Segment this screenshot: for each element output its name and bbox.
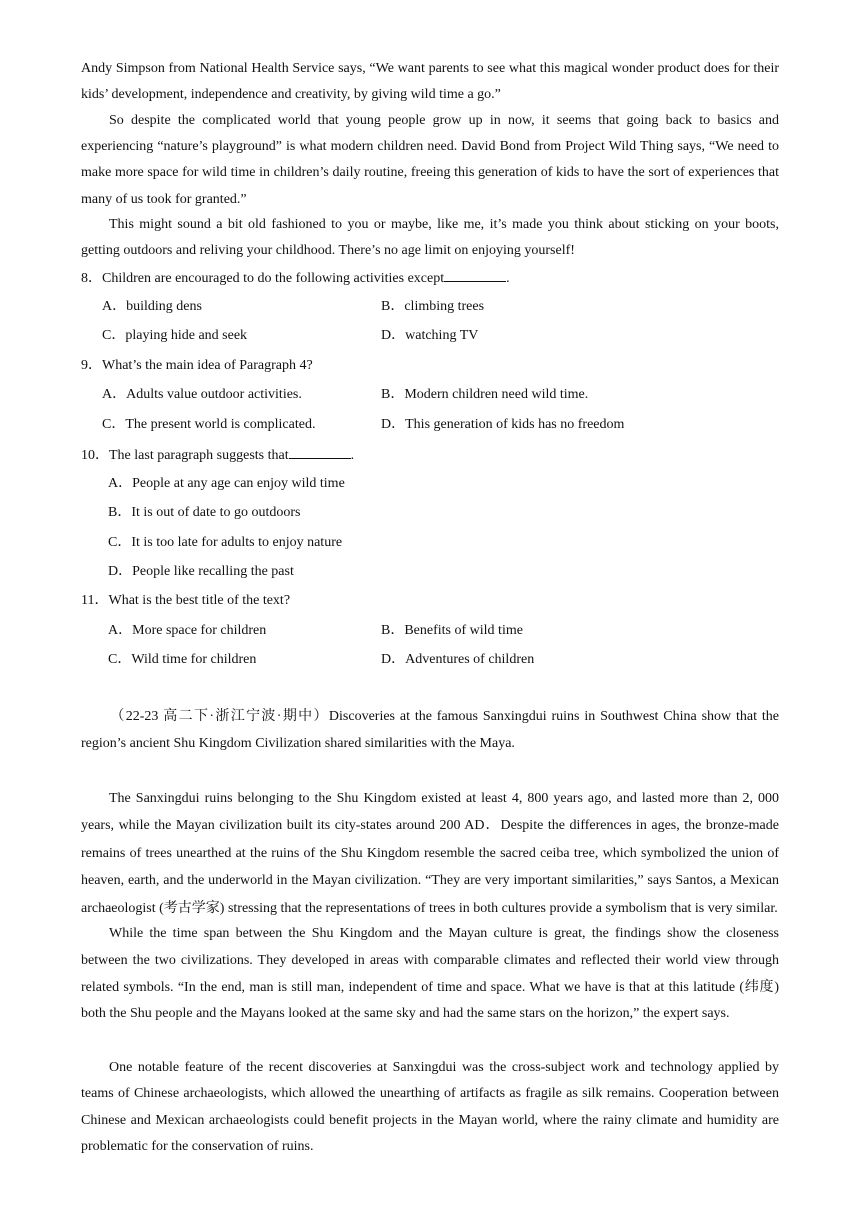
option-a[interactable] [102, 385, 302, 405]
option-c[interactable] [108, 650, 256, 670]
question-stem-end: . [350, 448, 355, 463]
option-text: It is out of date to go outdoors [131, 505, 301, 520]
option-text: Adults value outdoor activities. [126, 387, 302, 402]
option-d[interactable] [381, 415, 624, 435]
option-letter: D． [381, 417, 406, 432]
option-c[interactable] [102, 415, 315, 435]
option-b[interactable] [381, 621, 523, 641]
option-letter: C． [108, 652, 132, 667]
answer-blank [289, 444, 351, 459]
option-letter: A． [108, 623, 133, 638]
question-stem-end: . [506, 271, 510, 286]
option-letter: B． [381, 623, 405, 638]
question-number: 9． [81, 358, 102, 373]
passage-paragraph: The Sanxingdui ruins belonging to the Shu Kingdom existed at least 4, 800 years ago, and lasted more than 2, 000 years, while the Mayan civilization built its city-states around 200 AD．Despite the differences in ages, the bronze-made remains of trees unearthed at the ruins of the Shu Kingdom resemble the sacred ceiba tree, which symbolized the union of heaven, earth, and the underworld in the Mayan civilization. “They are very important similarities,” says Santos, a Mexican archaeologist (考古学家) stressing that the representations of trees in both cultures provide a symbolism that is very similar. [81, 791, 779, 916]
passage-paragraph: While the time span between the Shu Kingdom and the Mayan culture is great, the findings show the closeness between the two civilizations. They developed in areas with comparable climates and reflected their world view through related symbols. “In the end, man is still man, independent of time and space. What we have is that at this latitude (纬度) both the Shu people and the Mayans looked at the same sky and had the same stars on the horizon,” the expert says. [81, 926, 779, 1022]
option-text: climbing trees [404, 299, 485, 314]
question-8 [81, 267, 510, 289]
option-letter: B． [381, 299, 405, 314]
option-text: People at any age can enjoy wild time [132, 476, 345, 491]
passage-paragraph: So despite the complicated world that young people grow up in now, it seems that going back to basics and experiencing “nature’s playground” is what modern children need. David Bond from Project Wild Thing says, “We need to make more space for wild time in children’s daily routine, freeing this generation of kids to have the sort of experiences that many of us took for granted.” [81, 113, 779, 207]
question-number: 8． [81, 271, 102, 286]
passage-paragraph: This might sound a bit old fashioned to you or maybe, like me, it’s made you think about sticking on your boots, getting outdoors and reliving your childhood. There’s no age limit on enjoying yourself! [81, 217, 779, 259]
option-text: It is too late for adults to enjoy nature [131, 535, 343, 550]
passage-paragraph [81, 703, 779, 758]
option-d[interactable] [381, 326, 478, 346]
passage-paragraph: One notable feature of the recent discoveries at Sanxingdui was the cross-subject work and technology applied by teams of Chinese archaeologists, which allowed the unearthing of artifacts as fragile as silk remains. Cooperation between Chinese and Mexican archaeologists could benefit projects in the Mayan world, where the rainy climate and humidity are problematic for the conservation of ruins. [81, 1060, 779, 1155]
option-letter: C． [102, 417, 126, 432]
question-stem: Children are encouraged to do the following activities except [102, 271, 445, 286]
option-text: Wild time for children [131, 652, 257, 667]
option-a[interactable] [102, 297, 202, 317]
question-11 [81, 591, 290, 611]
option-b[interactable] [381, 297, 484, 317]
question-number: 10． [81, 448, 109, 463]
option-text: watching TV [405, 328, 479, 343]
option-letter: C． [108, 535, 132, 550]
option-letter: D． [381, 652, 406, 667]
option-text: The present world is complicated. [125, 417, 316, 432]
option-text: Adventures of children [405, 652, 535, 667]
option-b[interactable] [108, 503, 301, 523]
option-text: This generation of kids has no freedom [405, 417, 625, 432]
question-10 [81, 444, 354, 466]
question-9 [81, 356, 313, 376]
answer-blank [444, 267, 506, 282]
option-a[interactable] [108, 621, 266, 641]
option-letter: B． [108, 505, 132, 520]
question-number: 11． [81, 593, 109, 608]
option-letter: B． [381, 387, 405, 402]
option-c[interactable] [108, 533, 342, 553]
question-stem: The last paragraph suggests that [109, 448, 289, 463]
option-letter: D． [381, 328, 406, 343]
option-a[interactable] [108, 474, 345, 494]
question-stem: What is the best title of the text? [108, 593, 291, 608]
option-letter: C． [102, 328, 126, 343]
option-letter: D． [108, 564, 133, 579]
source-tag: （22-23 高二下·浙江宁波·期中） [109, 709, 329, 724]
option-text: playing hide and seek [125, 328, 248, 343]
option-text: More space for children [132, 623, 267, 638]
question-stem: What’s the main idea of Paragraph 4? [102, 358, 313, 373]
option-c[interactable] [102, 326, 247, 346]
option-text: Benefits of wild time [404, 623, 523, 638]
option-letter: A． [108, 476, 133, 491]
option-d[interactable] [381, 650, 534, 670]
option-letter: A． [102, 299, 127, 314]
option-d[interactable] [108, 562, 294, 582]
option-text: Modern children need wild time. [404, 387, 589, 402]
passage-paragraph: Andy Simpson from National Health Service says, “We want parents to see what this magical wonder product does for their kids’ development, independence and creativity, by giving wild time a go.” [81, 61, 779, 103]
passage-intro: Discoveries at the famous Sanxingdui ruins in Southwest China show that the region’s ancient Shu Kingdom Civilization shared similarities with the Maya. [81, 709, 779, 752]
option-text: building dens [126, 299, 202, 314]
option-letter: A． [102, 387, 127, 402]
option-b[interactable] [381, 385, 588, 405]
option-text: People like recalling the past [132, 564, 294, 579]
